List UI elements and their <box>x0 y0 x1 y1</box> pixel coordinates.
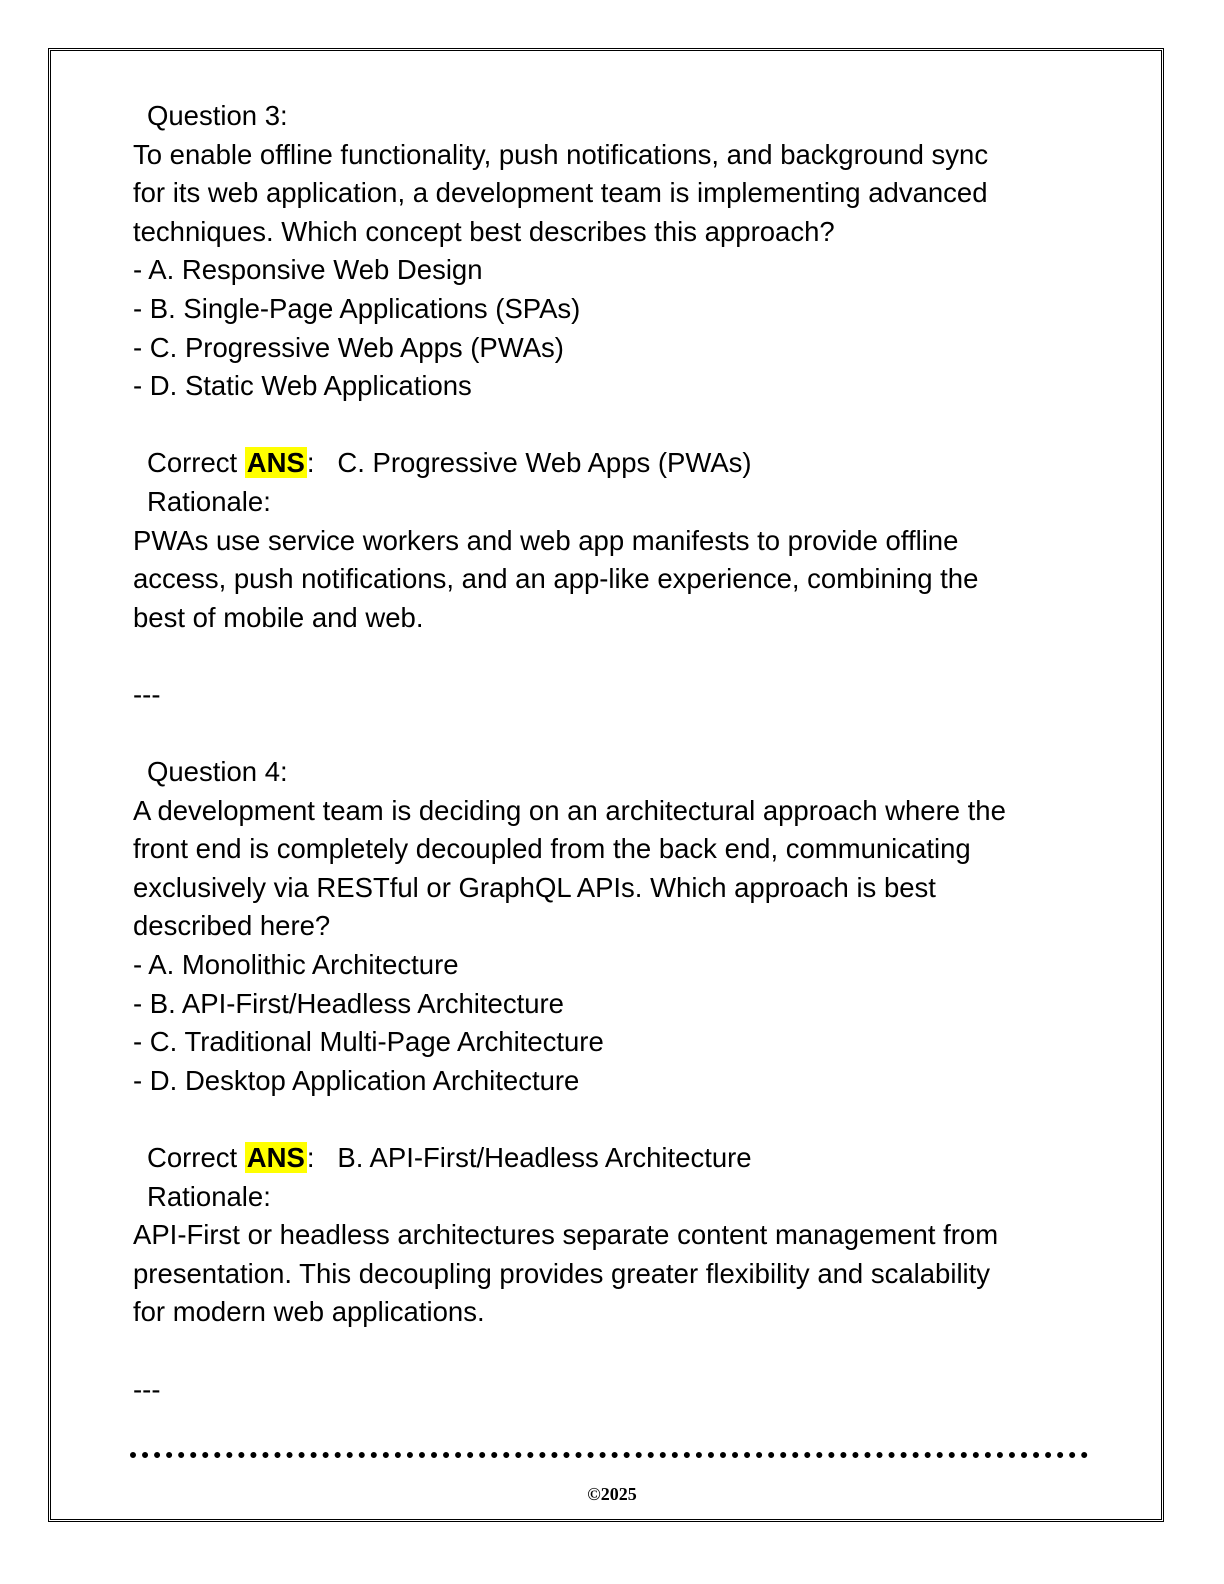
answer-option: - D. Static Web Applications <box>133 370 472 402</box>
spacer <box>133 715 1093 754</box>
correct-label: Correct <box>147 447 245 479</box>
question-stem-line: To enable offline functionality, push notifications, and background sync <box>133 138 989 170</box>
answer-separator: : <box>306 1142 338 1174</box>
question-stem-line: described here? <box>133 910 331 942</box>
question-block <box>133 97 1093 753</box>
answer-option: - A. Monolithic Architecture <box>133 949 459 981</box>
rationale-line: best of mobile and web. <box>133 601 424 633</box>
correct-answer-text: B. API-First/Headless Architecture <box>337 1142 752 1174</box>
correct-answer-line <box>133 1139 1093 1178</box>
answer-option: - C. Traditional Multi-Page Architecture <box>133 1026 604 1058</box>
section-separator: --- <box>133 678 161 710</box>
section-separator: --- <box>133 1373 161 1405</box>
rationale-line: API-First or headless architectures separate content management from <box>133 1219 999 1251</box>
spacer <box>133 637 1093 676</box>
rationale-line: for modern web applications. <box>133 1296 485 1328</box>
correct-answer-line <box>133 444 1093 483</box>
question-stem-line: exclusively via RESTful or GraphQL APIs. Which approach is best <box>133 871 936 903</box>
ans-highlight: ANS <box>246 447 305 479</box>
rationale-heading: Rationale: <box>147 1180 271 1212</box>
answer-option: - B. Single-Page Applications (SPAs) <box>133 292 581 324</box>
correct-answer-text: C. Progressive Web Apps (PWAs) <box>337 447 752 479</box>
footer-dotted-rule <box>130 1452 1088 1458</box>
spacer <box>133 406 1093 445</box>
answer-option: - D. Desktop Application Architecture <box>133 1064 580 1096</box>
rationale-line: presentation. This decoupling provides greater flexibility and scalability <box>133 1257 991 1289</box>
question-stem-line: techniques. Which concept best describes this approach? <box>133 215 835 247</box>
rationale-heading: Rationale: <box>147 485 271 517</box>
question-block <box>133 753 1093 1409</box>
question-stem-line: for its web application, a development team is implementing advanced <box>133 177 988 209</box>
rationale-line: access, push notifications, and an app-like experience, combining the <box>133 563 979 595</box>
answer-option: - B. API-First/Headless Architecture <box>133 987 564 1019</box>
question-stem-line: front end is completely decoupled from the back end, communicating <box>133 833 971 865</box>
correct-label: Correct <box>147 1142 245 1174</box>
answer-option: - A. Responsive Web Design <box>133 254 483 286</box>
spacer <box>133 1332 1093 1371</box>
rationale-line: PWAs use service workers and web app manifests to provide offline <box>133 524 959 556</box>
ans-highlight: ANS <box>246 1142 305 1174</box>
answer-separator: : <box>306 447 338 479</box>
question-heading: Question 3: <box>147 100 288 131</box>
spacer <box>133 1100 1093 1139</box>
question-stem-line: A development team is deciding on an architectural approach where the <box>133 794 1006 826</box>
question-heading: Question 4: <box>147 756 288 788</box>
footer-copyright: ©2025 <box>587 1484 637 1504</box>
document-body <box>133 97 1093 1409</box>
answer-option: - C. Progressive Web Apps (PWAs) <box>133 331 564 363</box>
